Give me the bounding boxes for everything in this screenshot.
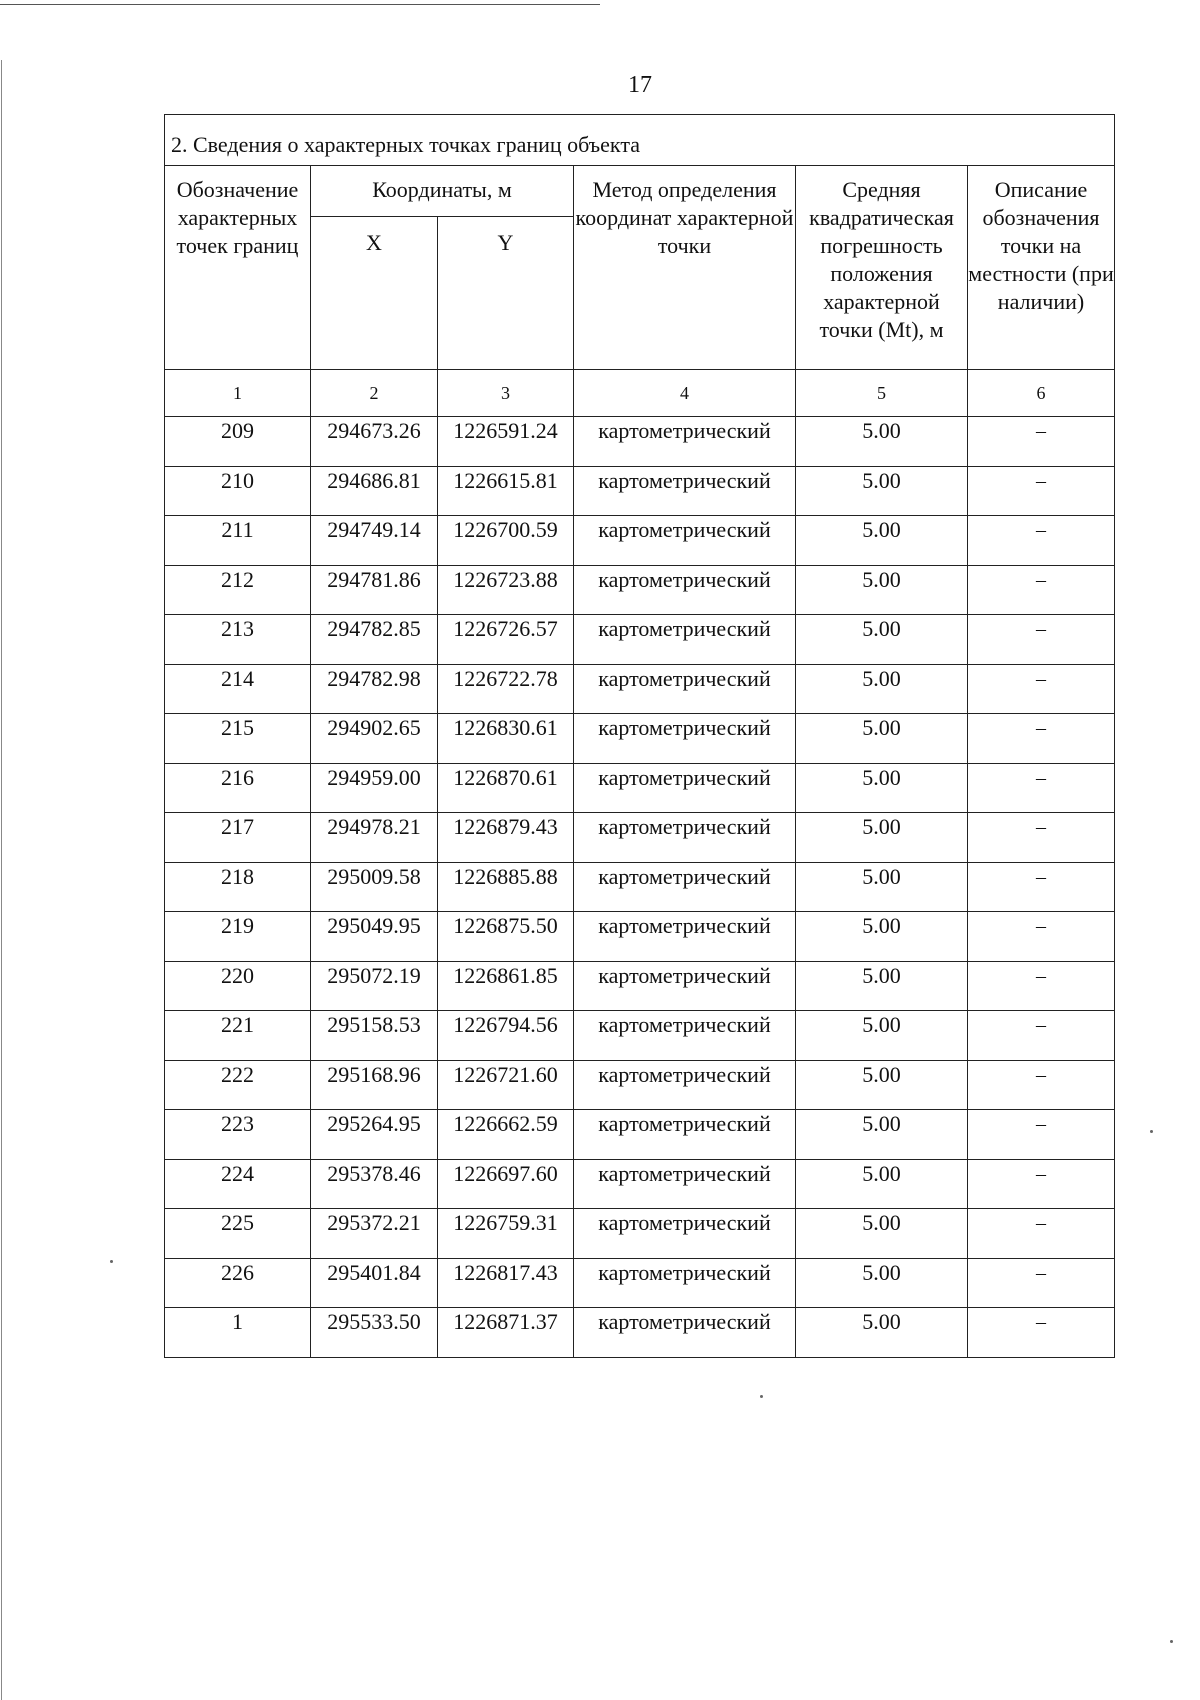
boundary-points-table <box>164 114 1115 1358</box>
cell-point: 223 <box>165 1110 311 1160</box>
cell-error: 5.00 <box>796 1011 968 1061</box>
cell-x: 295378.46 <box>311 1159 438 1209</box>
table-row <box>165 1308 1115 1358</box>
cell-x: 294686.81 <box>311 466 438 516</box>
table-row <box>165 1209 1115 1259</box>
cell-error: 5.00 <box>796 1159 968 1209</box>
table-section-title: 2. Сведения о характерных точках границ объекта <box>165 115 1115 166</box>
cell-x: 295533.50 <box>311 1308 438 1358</box>
cell-method: картометрический <box>574 1011 796 1061</box>
table-row <box>165 417 1115 467</box>
cell-error: 5.00 <box>796 565 968 615</box>
cell-point: 222 <box>165 1060 311 1110</box>
cell-x: 295168.96 <box>311 1060 438 1110</box>
table-row <box>165 862 1115 912</box>
cell-y: 1226830.61 <box>438 714 574 764</box>
cell-description: – <box>968 565 1115 615</box>
cell-x: 295158.53 <box>311 1011 438 1061</box>
table-row <box>165 961 1115 1011</box>
scan-speck <box>1170 1640 1173 1643</box>
cell-method: картометрический <box>574 417 796 467</box>
cell-point: 219 <box>165 912 311 962</box>
cell-y: 1226723.88 <box>438 565 574 615</box>
cell-description: – <box>968 763 1115 813</box>
table-row <box>165 763 1115 813</box>
cell-x: 294978.21 <box>311 813 438 863</box>
table-row <box>165 813 1115 863</box>
cell-description: – <box>968 813 1115 863</box>
cell-y: 1226721.60 <box>438 1060 574 1110</box>
header-description: Описание обозначения точки на местности (при наличии) <box>968 166 1115 370</box>
cell-error: 5.00 <box>796 417 968 467</box>
cell-x: 295009.58 <box>311 862 438 912</box>
cell-error: 5.00 <box>796 1209 968 1259</box>
header-x: X <box>311 217 438 370</box>
cell-description: – <box>968 1110 1115 1160</box>
cell-point: 209 <box>165 417 311 467</box>
table-body <box>165 417 1115 1358</box>
cell-description: – <box>968 417 1115 467</box>
table-row <box>165 615 1115 665</box>
header-method: Метод определения координат характерной точки <box>574 166 796 370</box>
cell-y: 1226726.57 <box>438 615 574 665</box>
header-error: Средняя квадратическая погрешность положения характерной точки (Mt), м <box>796 166 968 370</box>
scan-speck <box>760 1395 763 1398</box>
table-row <box>165 1011 1115 1061</box>
cell-y: 1226759.31 <box>438 1209 574 1259</box>
page-number: 17 <box>628 72 652 98</box>
cell-y: 1226697.60 <box>438 1159 574 1209</box>
cell-description: – <box>968 1011 1115 1061</box>
scan-edge-top <box>0 4 600 5</box>
cell-method: картометрический <box>574 1159 796 1209</box>
cell-point: 217 <box>165 813 311 863</box>
cell-point: 212 <box>165 565 311 615</box>
cell-x: 295072.19 <box>311 961 438 1011</box>
cell-error: 5.00 <box>796 516 968 566</box>
cell-y: 1226875.50 <box>438 912 574 962</box>
cell-description: – <box>968 714 1115 764</box>
cell-point: 224 <box>165 1159 311 1209</box>
cell-point: 210 <box>165 466 311 516</box>
column-number: 3 <box>438 370 574 417</box>
cell-method: картометрический <box>574 961 796 1011</box>
cell-x: 295264.95 <box>311 1110 438 1160</box>
table-row <box>165 1159 1115 1209</box>
column-number: 4 <box>574 370 796 417</box>
column-number-row <box>165 370 1115 417</box>
cell-description: – <box>968 1308 1115 1358</box>
cell-point: 215 <box>165 714 311 764</box>
cell-y: 1226871.37 <box>438 1308 574 1358</box>
cell-error: 5.00 <box>796 912 968 962</box>
cell-description: – <box>968 961 1115 1011</box>
cell-error: 5.00 <box>796 862 968 912</box>
cell-method: картометрический <box>574 862 796 912</box>
cell-x: 295049.95 <box>311 912 438 962</box>
header-coords: Координаты, м <box>311 166 574 217</box>
cell-point: 226 <box>165 1258 311 1308</box>
cell-point: 214 <box>165 664 311 714</box>
cell-method: картометрический <box>574 615 796 665</box>
cell-point: 216 <box>165 763 311 813</box>
scan-speck <box>110 1260 113 1263</box>
cell-method: картометрический <box>574 1308 796 1358</box>
cell-y: 1226879.43 <box>438 813 574 863</box>
cell-x: 294781.86 <box>311 565 438 615</box>
column-number: 5 <box>796 370 968 417</box>
cell-point: 225 <box>165 1209 311 1259</box>
cell-description: – <box>968 912 1115 962</box>
cell-y: 1226794.56 <box>438 1011 574 1061</box>
cell-x: 294749.14 <box>311 516 438 566</box>
cell-error: 5.00 <box>796 466 968 516</box>
cell-y: 1226817.43 <box>438 1258 574 1308</box>
cell-x: 294673.26 <box>311 417 438 467</box>
cell-error: 5.00 <box>796 664 968 714</box>
cell-method: картометрический <box>574 763 796 813</box>
table-row <box>165 516 1115 566</box>
cell-error: 5.00 <box>796 615 968 665</box>
cell-description: – <box>968 516 1115 566</box>
cell-method: картометрический <box>574 1110 796 1160</box>
cell-error: 5.00 <box>796 1258 968 1308</box>
scan-speck <box>1150 1130 1153 1133</box>
table-row <box>165 664 1115 714</box>
column-number: 6 <box>968 370 1115 417</box>
cell-method: картометрический <box>574 1258 796 1308</box>
cell-error: 5.00 <box>796 1308 968 1358</box>
cell-y: 1226662.59 <box>438 1110 574 1160</box>
cell-method: картометрический <box>574 1060 796 1110</box>
cell-description: – <box>968 1060 1115 1110</box>
cell-method: картометрический <box>574 664 796 714</box>
cell-description: – <box>968 615 1115 665</box>
table-row <box>165 714 1115 764</box>
cell-x: 294902.65 <box>311 714 438 764</box>
cell-error: 5.00 <box>796 961 968 1011</box>
cell-y: 1226722.78 <box>438 664 574 714</box>
cell-y: 1226591.24 <box>438 417 574 467</box>
cell-y: 1226861.85 <box>438 961 574 1011</box>
cell-method: картометрический <box>574 516 796 566</box>
cell-y: 1226885.88 <box>438 862 574 912</box>
table-row <box>165 466 1115 516</box>
cell-description: – <box>968 1209 1115 1259</box>
table-row <box>165 1258 1115 1308</box>
cell-y: 1226870.61 <box>438 763 574 813</box>
cell-description: – <box>968 862 1115 912</box>
cell-error: 5.00 <box>796 1110 968 1160</box>
cell-x: 295372.21 <box>311 1209 438 1259</box>
cell-point: 213 <box>165 615 311 665</box>
cell-y: 1226700.59 <box>438 516 574 566</box>
cell-error: 5.00 <box>796 813 968 863</box>
cell-method: картометрический <box>574 565 796 615</box>
cell-point: 211 <box>165 516 311 566</box>
cell-point: 220 <box>165 961 311 1011</box>
cell-x: 294959.00 <box>311 763 438 813</box>
cell-point: 221 <box>165 1011 311 1061</box>
cell-point: 1 <box>165 1308 311 1358</box>
table-row <box>165 1060 1115 1110</box>
cell-method: картометрический <box>574 912 796 962</box>
column-number: 1 <box>165 370 311 417</box>
cell-description: – <box>968 466 1115 516</box>
cell-description: – <box>968 664 1115 714</box>
cell-method: картометрический <box>574 813 796 863</box>
column-number: 2 <box>311 370 438 417</box>
cell-method: картометрический <box>574 466 796 516</box>
table-row <box>165 1110 1115 1160</box>
cell-y: 1226615.81 <box>438 466 574 516</box>
table-row <box>165 565 1115 615</box>
cell-method: картометрический <box>574 1209 796 1259</box>
cell-method: картометрический <box>574 714 796 764</box>
cell-error: 5.00 <box>796 763 968 813</box>
cell-x: 294782.85 <box>311 615 438 665</box>
cell-x: 295401.84 <box>311 1258 438 1308</box>
scan-edge-left <box>1 60 2 1700</box>
header-y: Y <box>438 217 574 370</box>
cell-x: 294782.98 <box>311 664 438 714</box>
header-point: Обозначение характерных точек границ <box>165 166 311 370</box>
cell-error: 5.00 <box>796 714 968 764</box>
cell-description: – <box>968 1159 1115 1209</box>
cell-error: 5.00 <box>796 1060 968 1110</box>
cell-point: 218 <box>165 862 311 912</box>
table-row <box>165 912 1115 962</box>
cell-description: – <box>968 1258 1115 1308</box>
